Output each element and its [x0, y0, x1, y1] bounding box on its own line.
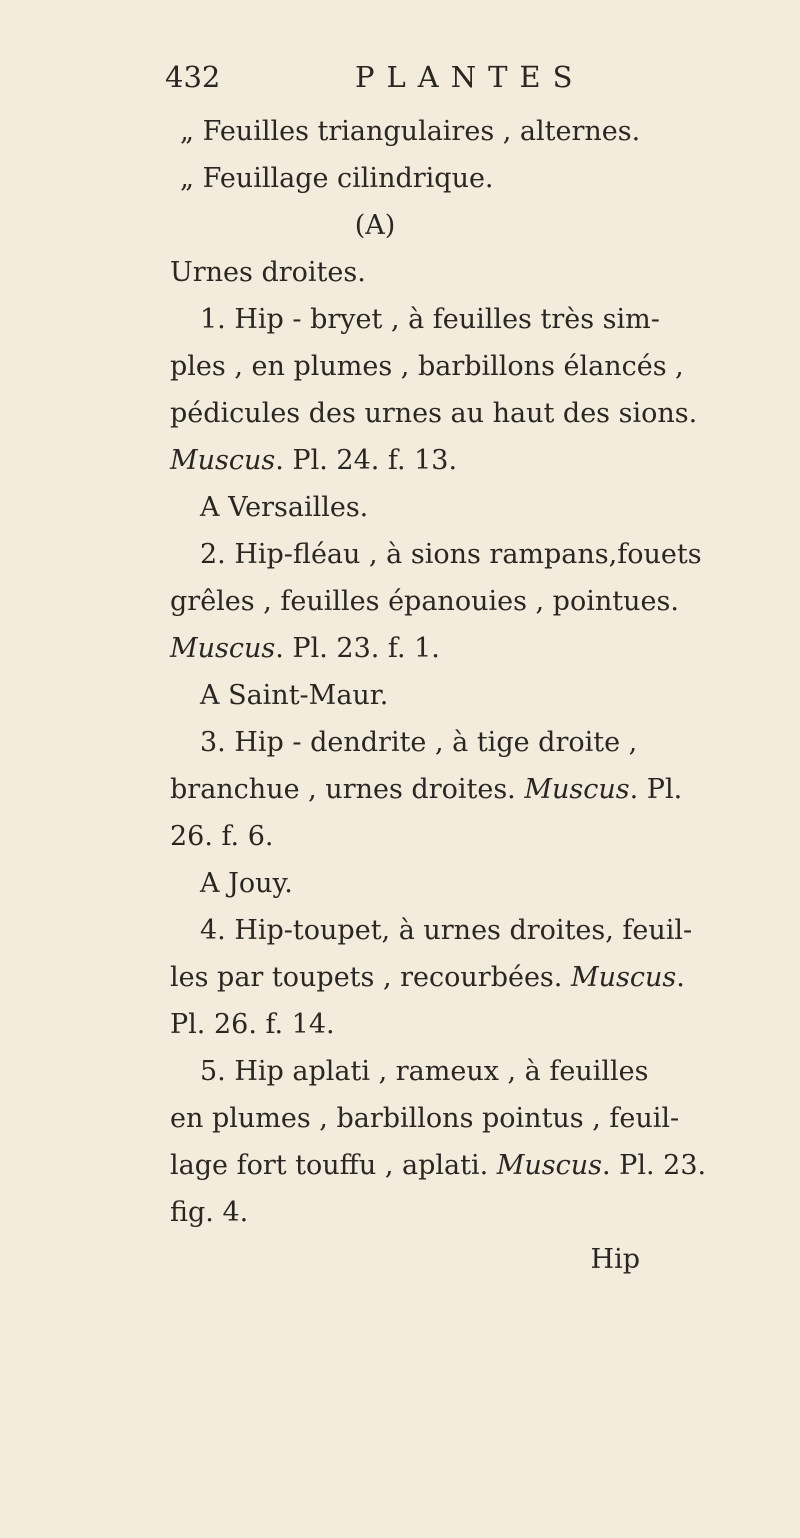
text-line: 3. Hip - dendrite , à tige droite ,	[200, 727, 638, 758]
italic-word: Muscus	[170, 445, 276, 476]
text-line: A Versailles.	[200, 492, 369, 523]
text-line: ples , en plumes , barbillons élancés ,	[170, 351, 684, 382]
text-line: Hip	[590, 1244, 640, 1275]
text-line: fig. 4.	[170, 1197, 249, 1228]
text-line: 2. Hip-fléau , à sions rampans,fouets	[200, 539, 702, 570]
text-line: grêles , feuilles épanouies , pointues.	[170, 586, 679, 617]
text-line: „ Feuilles triangulaires , alternes.	[180, 116, 641, 147]
text-line: Pl. 26. f. 14.	[170, 1009, 335, 1040]
text-line: „ Feuillage cilindrique.	[180, 163, 494, 194]
text-line: A Jouy.	[200, 868, 293, 899]
text-line: 5. Hip aplati , rameux , à feuilles	[200, 1056, 649, 1087]
text-line: lage fort touffu , aplati. Muscus. Pl. 23.	[170, 1150, 707, 1181]
running-title: PLANTES	[355, 60, 585, 94]
page-header	[165, 60, 645, 104]
text-line: 4. Hip-toupet, à urnes droites, feuil-	[200, 915, 693, 946]
text-line: 1. Hip - bryet , à feuilles très sim-	[200, 304, 660, 335]
text-line: branchue , urnes droites. Muscus. Pl.	[170, 774, 683, 805]
italic-word: Muscus	[524, 774, 630, 805]
text-line: en plumes , barbillons pointus , feuil-	[170, 1103, 680, 1134]
text-line: Muscus. Pl. 23. f. 1.	[170, 633, 440, 664]
italic-word: Muscus	[570, 962, 677, 993]
text-line: A Saint-Maur.	[200, 680, 389, 711]
body-text	[170, 108, 707, 1283]
text-line: Urnes droites.	[170, 257, 366, 288]
page-number: 432	[165, 60, 221, 94]
text-line: (A)	[354, 210, 396, 241]
text-line: Muscus. Pl. 24. f. 13.	[170, 445, 458, 476]
text-line: les par toupets , recourbées. Muscus.	[170, 962, 685, 993]
text-line: pédicules des urnes au haut des sions.	[170, 398, 698, 429]
text-line: 26. f. 6.	[170, 821, 274, 852]
italic-word: Muscus	[170, 633, 276, 664]
italic-word: Muscus	[496, 1150, 603, 1181]
